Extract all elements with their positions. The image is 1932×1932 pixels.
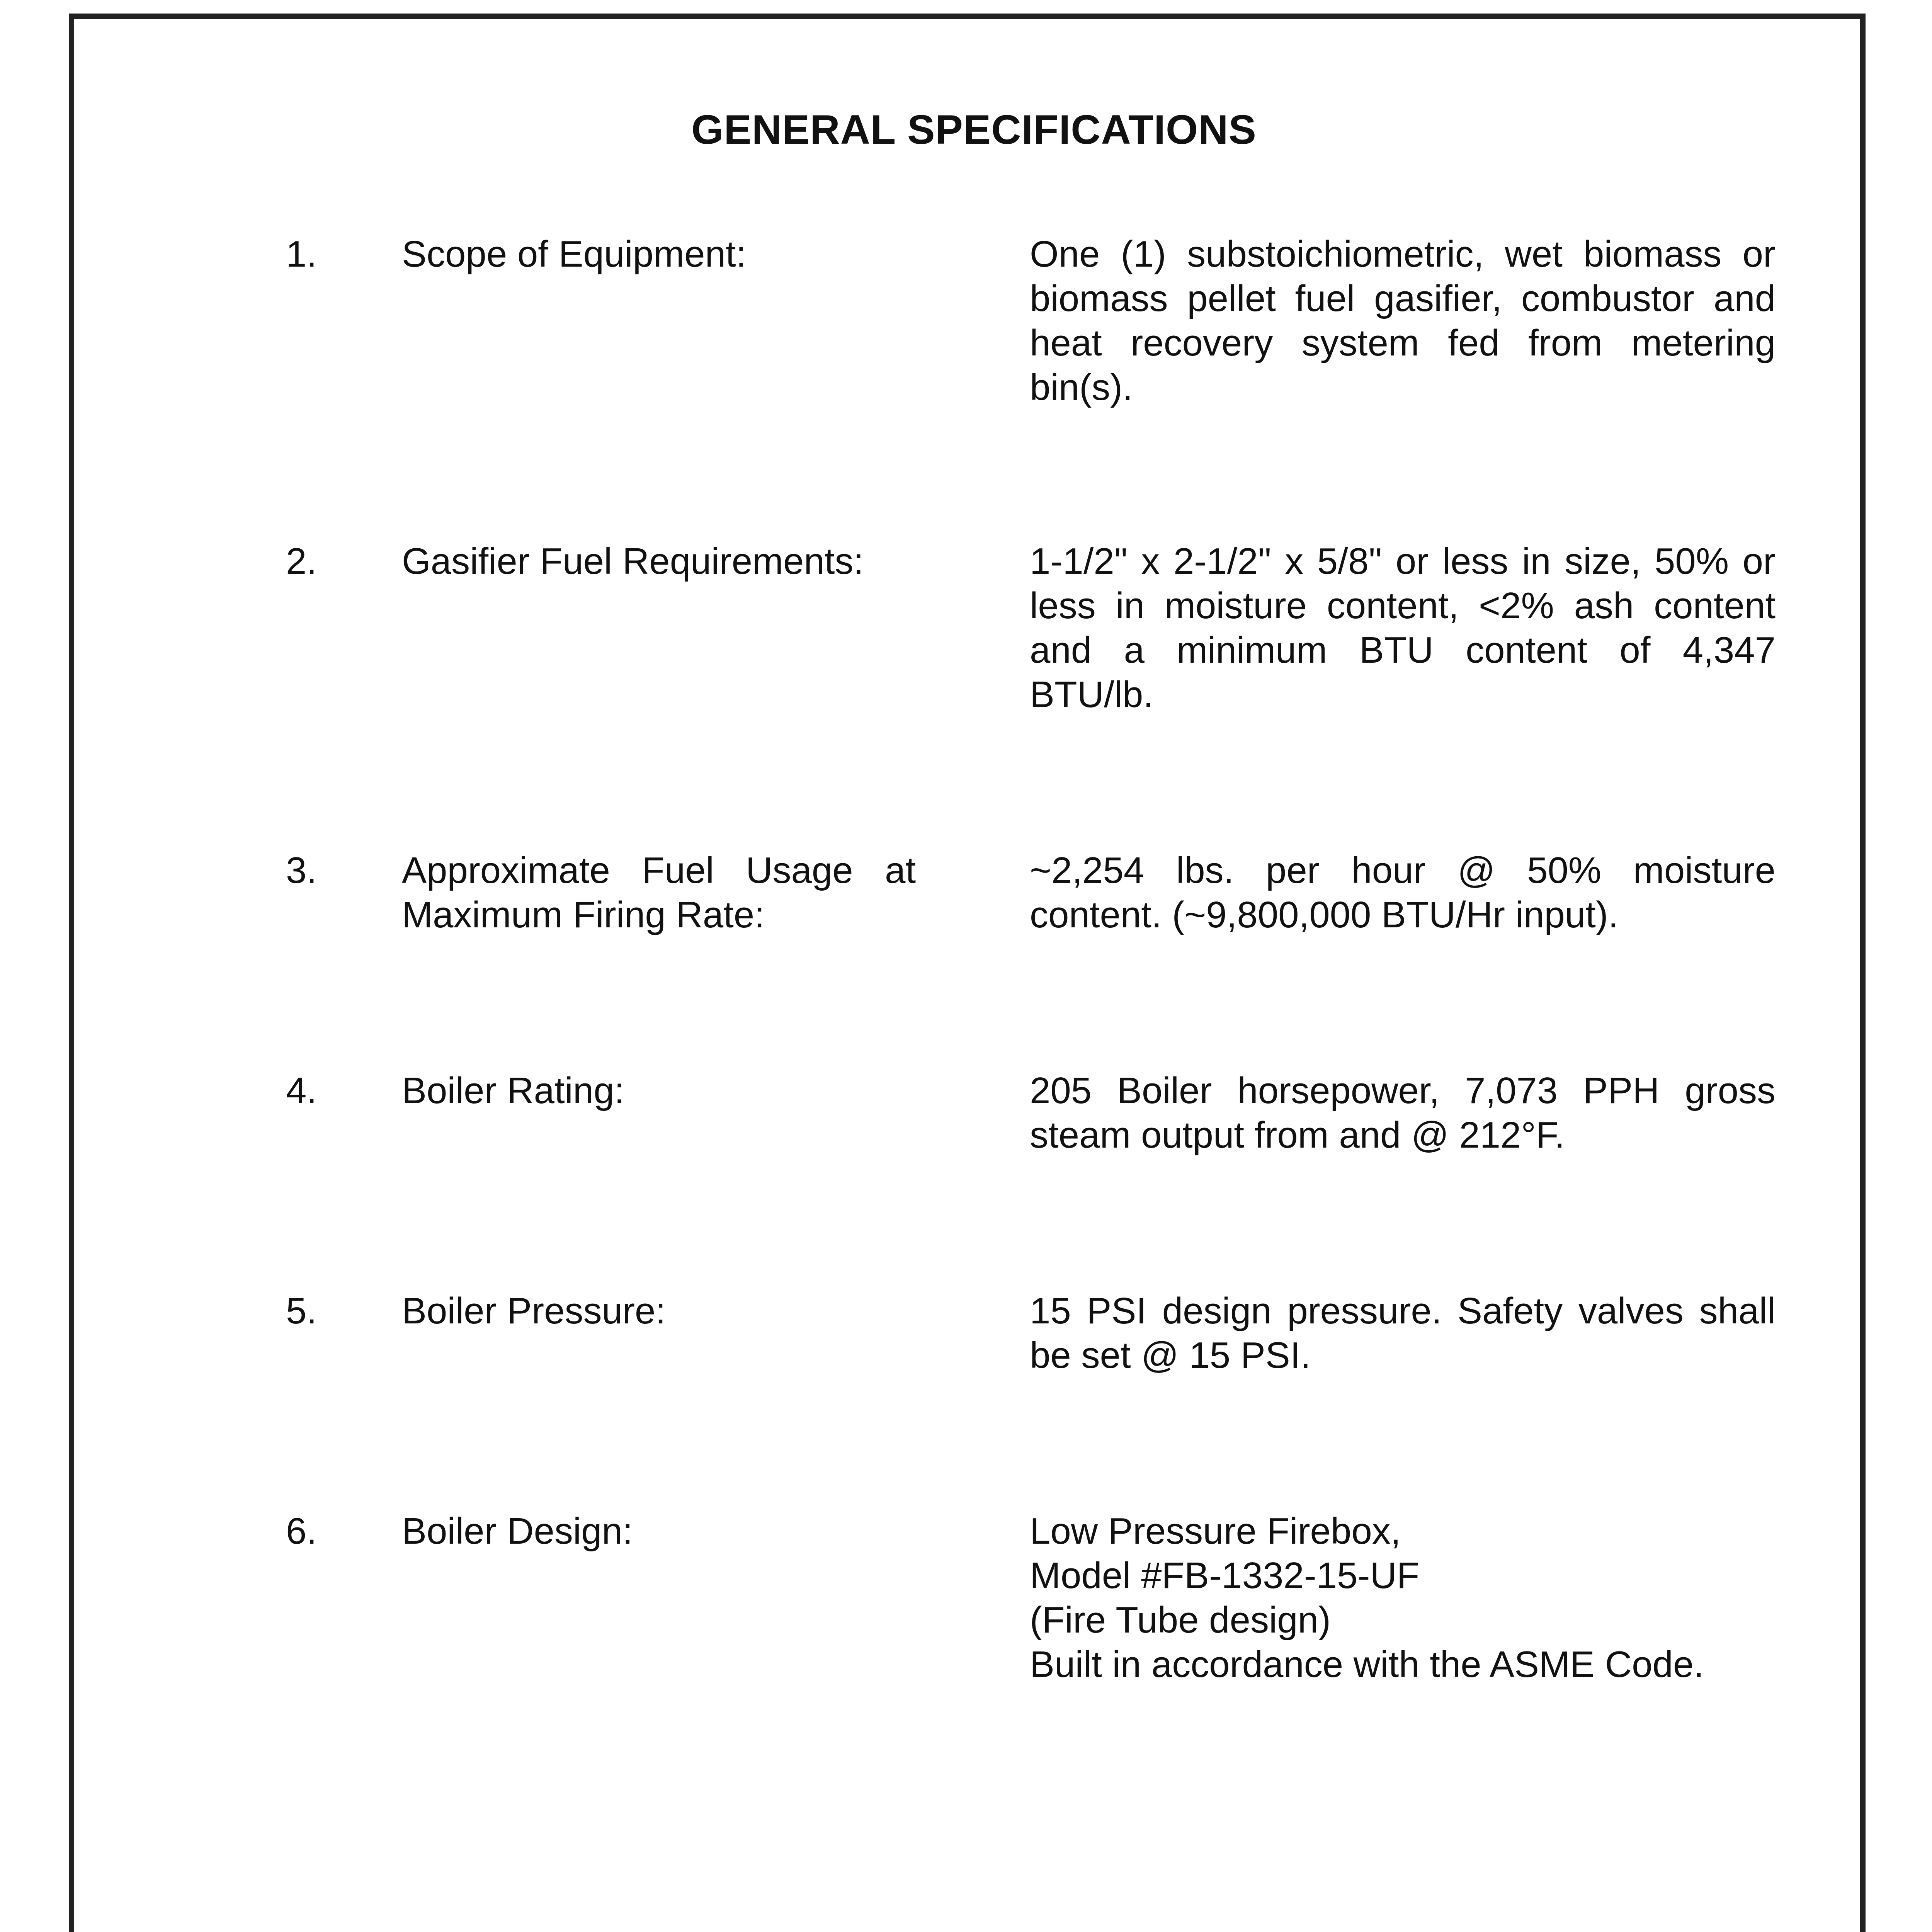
- item-label: Boiler Pressure:: [402, 1290, 666, 1332]
- page-title: GENERAL SPECIFICATIONS: [691, 106, 1257, 153]
- item-number: 6.: [286, 1510, 317, 1552]
- item-value: 1-1/2" x 2-1/2" x 5/8" or less in size, 50% or less in moisture content, <2% ash content and a minimum BTU content of 4,347 BTU/lb.: [1030, 541, 1776, 715]
- item-number: 2.: [286, 541, 317, 582]
- item-value-line: Low Pressure Firebox,: [1030, 1510, 1401, 1552]
- item-value-line: Model #FB-1332-15-UF: [1030, 1555, 1420, 1596]
- item-value: 205 Boiler horsepower, 7,073 PPH gross steam output from and @ 212°F.: [1030, 1070, 1776, 1156]
- item-number: 3.: [286, 850, 317, 891]
- item-value: [1030, 1509, 1776, 1687]
- item-label: Boiler Design:: [402, 1510, 633, 1552]
- item-label: Scope of Equipment:: [402, 233, 747, 275]
- item-label: Approximate Fuel Usage at Maximum Firing Rate:: [402, 850, 916, 935]
- item-value-line: (Fire Tube design): [1030, 1599, 1331, 1641]
- item-number: 5.: [286, 1290, 317, 1332]
- item-number: 4.: [286, 1070, 317, 1111]
- item-value: ~2,254 lbs. per hour @ 50% moisture content. (~9,800,000 BTU/Hr input).: [1030, 850, 1776, 935]
- item-value: 15 PSI design pressure. Safety valves shall be set @ 15 PSI.: [1030, 1290, 1776, 1376]
- item-number: 1.: [286, 233, 317, 275]
- item-value-line: Built in accordance with the ASME Code.: [1030, 1644, 1704, 1685]
- item-label: Gasifier Fuel Requirements:: [402, 541, 864, 582]
- item-value: One (1) substoichiometric, wet biomass or biomass pellet fuel gasifier, combustor and heat recovery system fed from metering bin(s).: [1030, 233, 1776, 408]
- item-label: Boiler Rating:: [402, 1070, 625, 1111]
